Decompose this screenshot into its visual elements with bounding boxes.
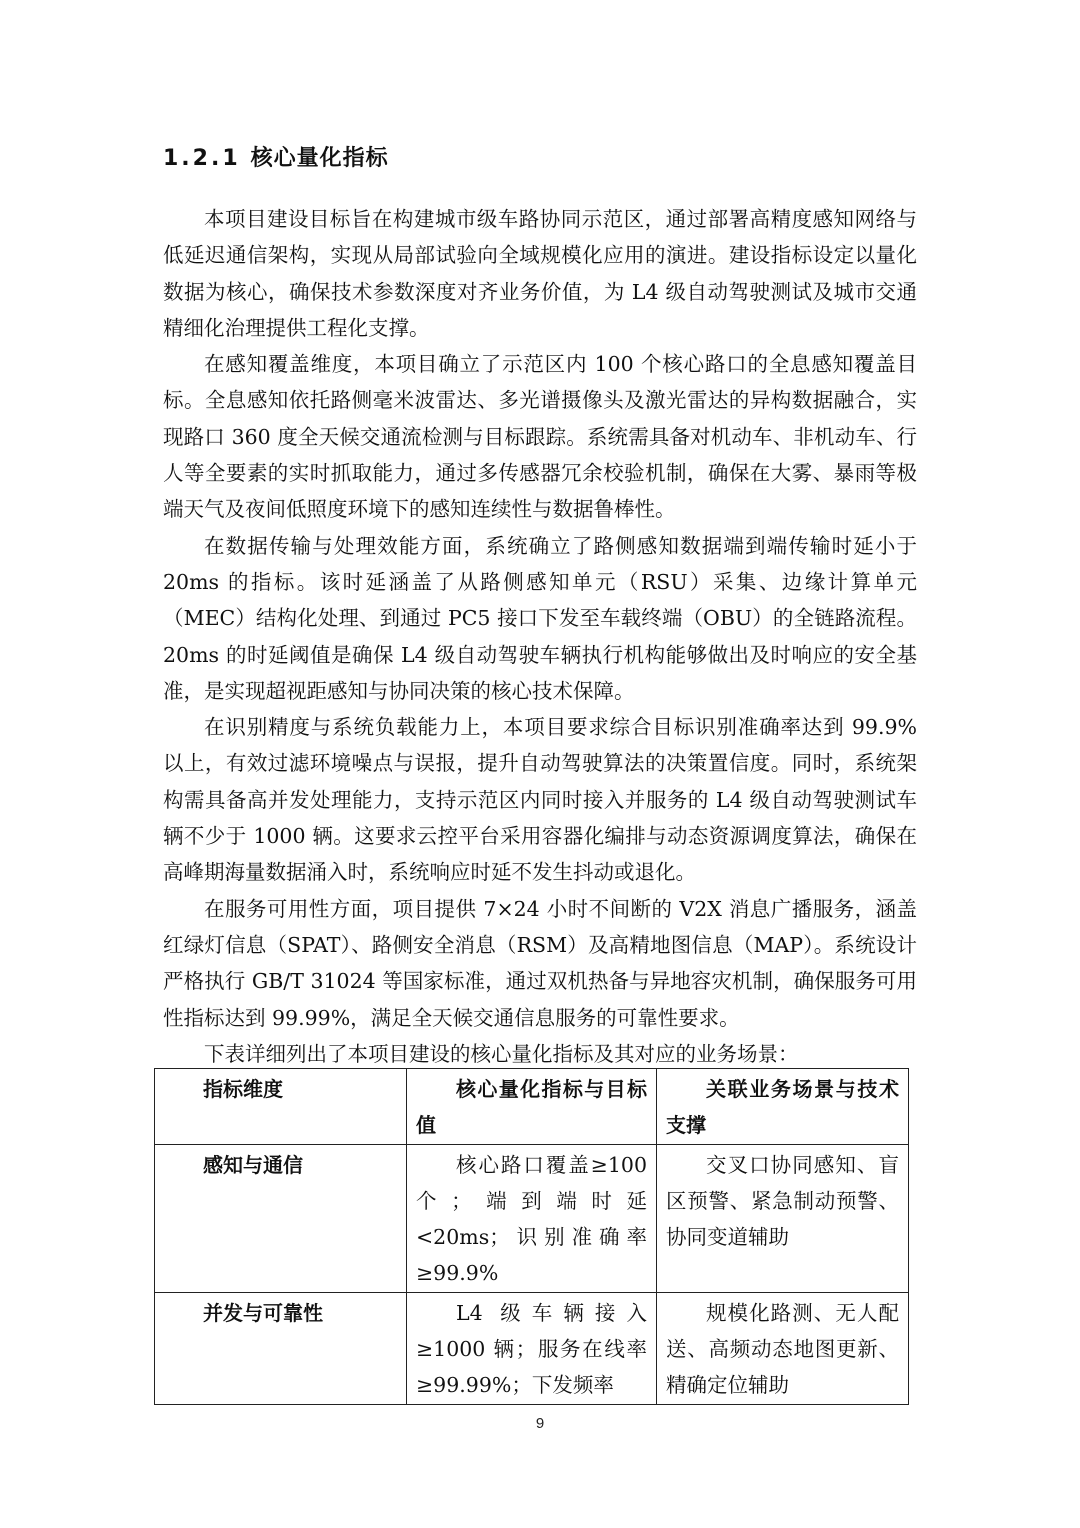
- paragraph-intro: 本项目建设目标旨在构建城市级车路协同示范区，通过部署高精度感知网络与低延迟通信架构，实现从局部试验向全域规模化应用的演进。建设指标设定以量化数据为核心，确保技术参数深度对齐业务价值，为 L4 级自动驾驶测试及城市交通精细化治理提供工程化支撑。: [163, 207, 917, 340]
- header-dimension: 指标维度: [155, 1069, 407, 1145]
- table-row: [155, 1292, 909, 1404]
- cell-dimension: 感知与通信: [155, 1144, 407, 1292]
- body-text: [163, 201, 917, 1072]
- page-number: 9: [535, 1415, 545, 1432]
- section-heading: [163, 142, 389, 176]
- header-metric: 核心量化指标与目标值: [407, 1069, 657, 1145]
- cell-metric: 核心路口覆盖≥100个；端到端时延<20ms；识别准确率≥99.9%: [407, 1144, 657, 1292]
- paragraph-perception: 在感知覆盖维度，本项目确立了示范区内 100 个核心路口的全息感知覆盖目标。全息感知依托路侧毫米波雷达、多光谱摄像头及激光雷达的异构数据融合，实现路口 360 度全天候交通流检测与目标跟踪。系统需具备对机动车、非机动车、行人等全要素的实时抓取能力，通过多传感器冗余校验机制，确保在大雾、暴雨等极端天气及夜间低照度环境下的感知连续性与数据鲁棒性。: [163, 352, 917, 522]
- metrics-table: [154, 1068, 909, 1405]
- paragraph-accuracy: 在识别精度与系统负载能力上，本项目要求综合目标识别准确率达到 99.9% 以上，有效过滤环境噪点与误报，提升自动驾驶算法的决策置信度。同时，系统架构需具备高并发处理能力，支持示范区内同时接入并服务的 L4 级自动驾驶测试车辆不少于 1000 辆。这要求云控平台采用容器化编排与动态资源调度算法，确保在高峰期海量数据涌入时，系统响应时延不发生抖动或退化。: [163, 715, 917, 885]
- paragraph-latency: 在数据传输与处理效能方面，系统确立了路侧感知数据端到端传输时延小于 20ms 的指标。该时延涵盖了从路侧感知单元（RSU）采集、边缘计算单元（MEC）结构化处理、到通过 PC5 接口下发至车载终端（OBU）的全链路流程。20ms 的时延阈值是确保 L4 级自动驾驶车辆执行机构能够做出及时响应的安全基准，是实现超视距感知与协同决策的核心技术保障。: [163, 533, 917, 703]
- paragraph-table-intro: 下表详细列出了本项目建设的核心量化指标及其对应的业务场景：: [204, 1041, 799, 1066]
- section-number: 1.2.1: [163, 146, 241, 171]
- cell-scenario: 交叉口协同感知、盲区预警、紧急制动预警、协同变道辅助: [657, 1144, 909, 1292]
- cell-dimension: 并发与可靠性: [155, 1292, 407, 1404]
- cell-metric: L4 级车辆接入≥1000 辆；服务在线率≥99.99%；下发频率: [407, 1292, 657, 1404]
- paragraph-availability: 在服务可用性方面，项目提供 7×24 小时不间断的 V2X 消息广播服务，涵盖红绿灯信息（SPAT）、路侧安全消息（RSM）及高精地图信息（MAP）。系统设计严格执行 GB/T 31024 等国家标准，通过双机热备与异地容灾机制，确保服务可用性指标达到 99.99%，满足全天候交通信息服务的可靠性要求。: [163, 896, 917, 1030]
- header-scenario: 关联业务场景与技术支撑: [657, 1069, 909, 1145]
- table-row: [155, 1144, 909, 1292]
- section-title: 核心量化指标: [250, 146, 389, 171]
- cell-scenario: 规模化路测、无人配送、高频动态地图更新、精确定位辅助: [657, 1292, 909, 1404]
- table-header-row: [155, 1069, 909, 1145]
